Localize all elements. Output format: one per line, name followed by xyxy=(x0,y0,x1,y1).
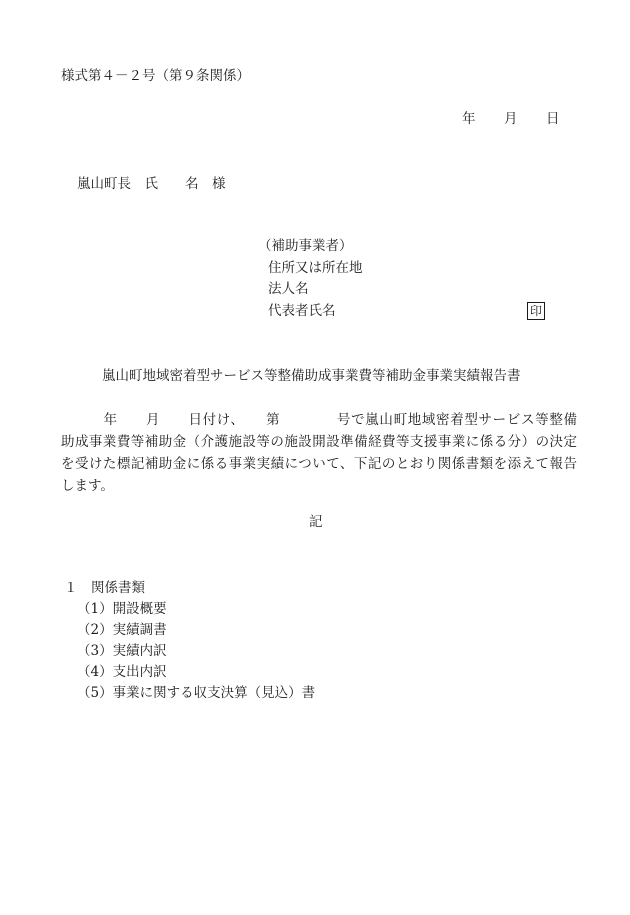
list-item: （2）実績調書 xyxy=(77,622,167,638)
date-year: 年 xyxy=(462,111,476,127)
corporation-label: 法人名 xyxy=(268,281,309,297)
ki-heading: 記 xyxy=(309,514,323,530)
documents-heading: １ 関係書類 xyxy=(64,580,145,596)
documents-list xyxy=(77,601,315,706)
addressee: 嵐山町長 氏 名 様 xyxy=(77,176,226,192)
body-line: を受けた標記補助金に係る事業実績について、下記のとおり関係書類を添えて報告 xyxy=(61,456,577,472)
body-line: 助成事業費等補助金（介護施設等の施設開設準備経費等支援事業に係る分）の決定 xyxy=(61,434,577,450)
form-number: 様式第４－２号（第９条関係） xyxy=(61,68,250,84)
list-item: （1）開設概要 xyxy=(77,601,167,617)
list-item: （5）事業に関する収支決算（見込）書 xyxy=(77,685,316,701)
applicant-heading: （補助事業者） xyxy=(258,238,353,254)
address-label: 住所又は所在地 xyxy=(268,259,363,276)
body-paragraph xyxy=(61,409,577,497)
list-item: （3）実績内訳 xyxy=(77,643,167,659)
date-day: 日 xyxy=(546,111,560,127)
list-item: （4）支出内訳 xyxy=(77,664,167,680)
body-line: します。 xyxy=(61,478,114,494)
applicant-block xyxy=(258,238,363,324)
body-line: 年 月 日付け、 第 号で嵐山町地域密着型サービス等整備 xyxy=(61,412,577,428)
report-title: 嵐山町地域密着型サービス等整備助成事業費等補助金事業実績報告書 xyxy=(102,368,521,384)
representative-label: 代表者氏名 xyxy=(268,302,336,319)
seal-mark: 印 xyxy=(527,302,545,320)
date-line xyxy=(462,111,560,127)
date-month: 月 xyxy=(504,111,518,127)
